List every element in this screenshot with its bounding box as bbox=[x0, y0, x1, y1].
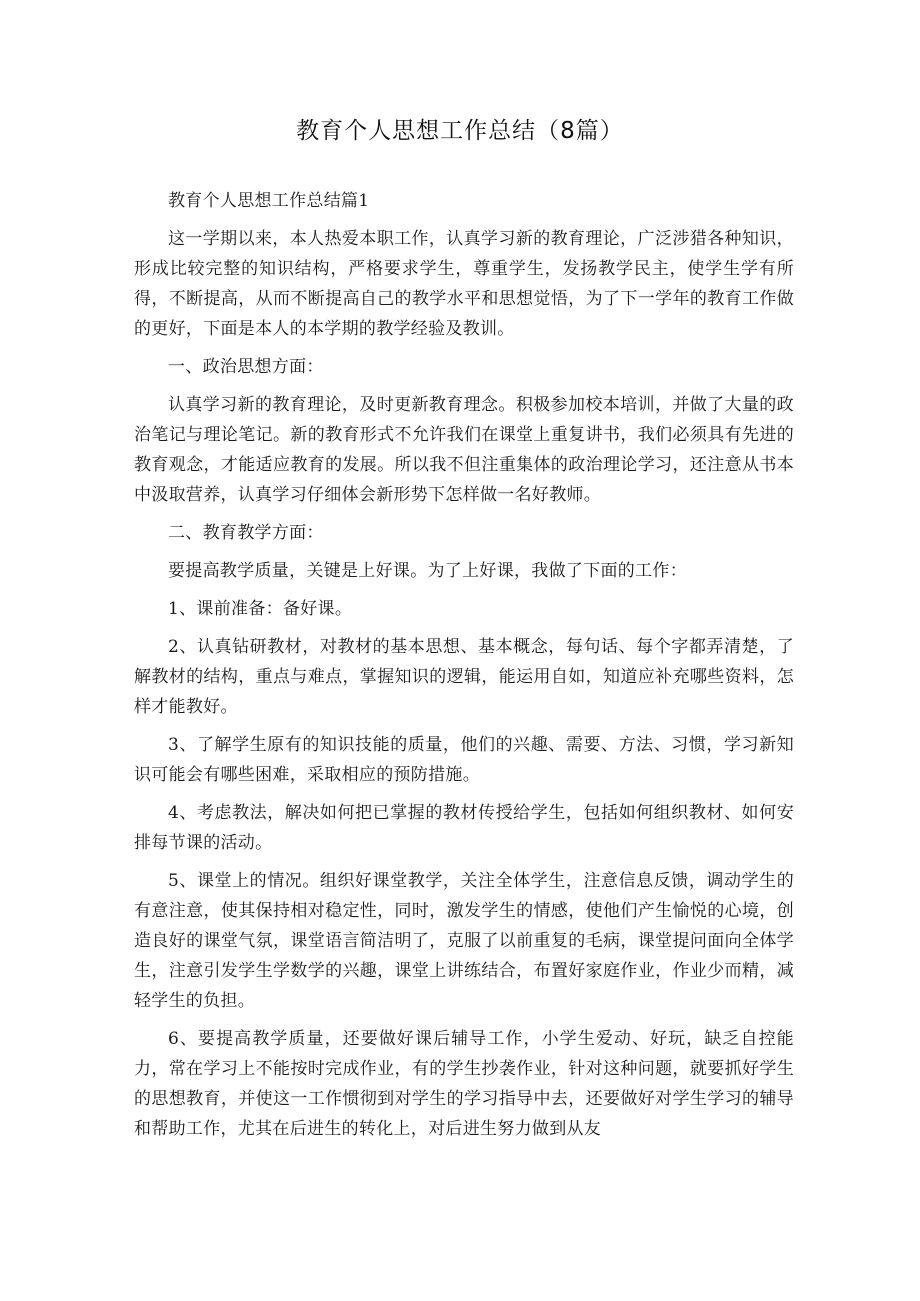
heading-political: 一、政治思想方面： bbox=[168, 357, 324, 377]
paragraph-intro: 这一学期以来，本人热爱本职工作，认真学习新的教育理论，广泛涉猎各种知识，形成比较完整的知识结构，严格要求学生，尊重学生，发扬教学民主，使学生学有所得，不断提高，从而不断提高自己的教学水平和思想觉悟，为了下一学年的教育工作做的更好，下面是本人的本学期的教学经验及教训。 bbox=[134, 229, 794, 339]
list-item-6: 6、要提高教学质量，还要做好课后辅导工作，小学生爱动、好玩，缺乏自控能力，常在学习上不能按时完成作业，有的学生抄袭作业，针对这种问题，就要抓好学生的思想教育，并使这一工作惯彻到对学生的学习指导中去，还要做好对学生学习的辅导和帮助工作，尤其在后进生的转化上，对后进生努力做到从友 bbox=[134, 1029, 794, 1139]
list-item-3: 3、了解学生原有的知识技能的质量，他们的兴趣、需要、方法、习惯，学习新知识可能会有哪些困难，采取相应的预防措施。 bbox=[134, 735, 794, 785]
document-body bbox=[134, 186, 794, 1144]
list-item-4: 4、考虑教法，解决如何把已掌握的教材传授给学生，包括如何组织教材、如何安排每节课的活动。 bbox=[134, 803, 794, 853]
paragraph-teaching-intro: 要提高教学质量，关键是上好课。为了上好课，我做了下面的工作： bbox=[168, 561, 687, 581]
list-item-2: 2、认真钻研教材，对教材的基本思想、基本概念，每句话、每个字都弄清楚，了解教材的结构，重点与难点，掌握知识的逻辑，能运用自如，知道应补充哪些资料，怎样才能教好。 bbox=[134, 637, 794, 717]
list-item-1: 1、课前准备：备好课。 bbox=[168, 599, 353, 619]
document-title: 教育个人思想工作总结（8篇） bbox=[296, 118, 624, 144]
list-item-5: 5、课堂上的情况。组织好课堂教学，关注全体学生，注意信息反馈，调动学生的有意注意，使其保持相对稳定性，同时，激发学生的情感，使他们产生愉悦的心境，创造良好的课堂气氛，课堂语言简洁明了，克服了以前重复的毛病，课堂提问面向全体学生，注意引发学生学数学的兴趣，课堂上讲练结合，布置好家庭作业，作业少而精，减轻学生的负担。 bbox=[134, 871, 794, 1011]
heading-teaching: 二、教育教学方面： bbox=[168, 523, 324, 543]
paragraph-political: 认真学习新的教育理论，及时更新教育理念。积极参加校本培训，并做了大量的政治笔记与理论笔记。新的教育形式不允许我们在课堂上重复讲书，我们必须具有先进的教育观念，才能适应教育的发展。所以我不但注重集体的政治理论学习，还注意从书本中汲取营养，认真学习仔细体会新形势下怎样做一名好教师。 bbox=[134, 395, 794, 505]
section-heading: 教育个人思想工作总结篇1 bbox=[168, 191, 370, 211]
